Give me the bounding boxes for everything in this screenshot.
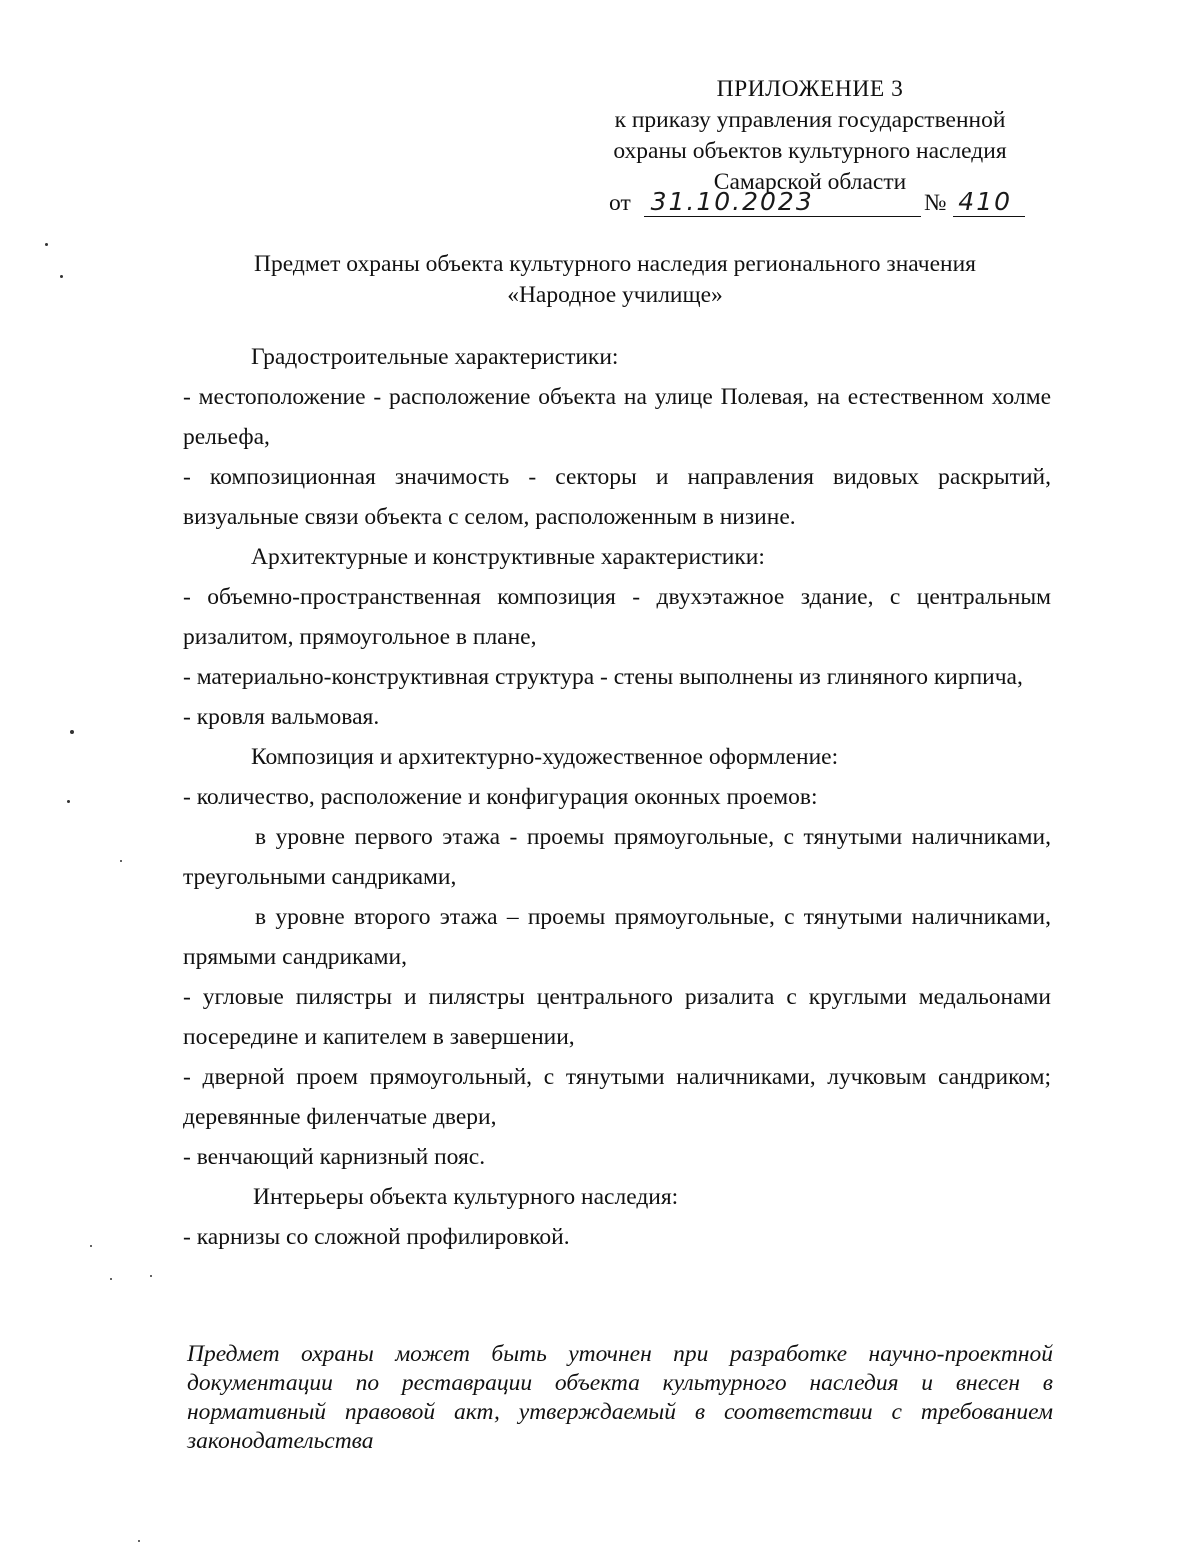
section-interiors-heading: Интерьеры объекта культурного наследия: xyxy=(253,1184,679,1210)
date-prefix: от xyxy=(609,190,631,216)
handwritten-date: 31.10.2023 xyxy=(650,187,814,216)
item-cornice-belt: - венчающий карнизный пояс. xyxy=(183,1144,486,1170)
number-prefix: № xyxy=(924,190,947,216)
item-composition-significance: - композиционная значимость - секторы и направления видовых раскрытий, визуальные связи объекта с селом, расположенным в низине. xyxy=(183,464,1051,530)
item-cornices: - карнизы со сложной профилировкой. xyxy=(183,1224,570,1250)
scan-speck xyxy=(70,730,74,734)
item-door-opening: - дверной проем прямоугольный, с тянутыми наличниками, лучковым сандриком; деревянные филенчатые двери, xyxy=(183,1064,1051,1130)
scan-speck xyxy=(138,1540,140,1542)
section-decoration-heading: Композиция и архитектурно-художественное оформление: xyxy=(251,744,839,770)
annex-line-2: охраны объектов культурного наследия xyxy=(613,138,1007,164)
annex-line-3: Самарской области xyxy=(713,169,907,195)
number-underline xyxy=(953,216,1025,217)
order-number xyxy=(924,186,1012,219)
scan-speck xyxy=(150,1275,152,1277)
annex-title: ПРИЛОЖЕНИЕ 3 xyxy=(716,76,904,102)
annex-line-1: к приказу управления государственной xyxy=(614,107,1006,133)
annex-header xyxy=(560,74,1060,198)
protection-note: Предмет охраны может быть уточнен при разработке научно-проектной документации по реставрации объекта культурного наследия и внесен в нормативный правовой акт, утверждаемый в соответствии с требованием законодательства xyxy=(187,1341,1053,1454)
title-line-2: «Народное училище» xyxy=(507,282,723,308)
item-first-floor: в уровне первого этажа - проемы прямоугольные, с тянутыми наличниками, треугольными сандриками, xyxy=(183,824,1051,890)
document-title xyxy=(180,249,1050,311)
item-location: - местоположение - расположение объекта на улице Полевая, на естественном холме рельефа, xyxy=(183,384,1051,450)
item-window-openings: - количество, расположение и конфигурация оконных проемов: xyxy=(183,784,818,810)
order-date xyxy=(609,186,814,219)
section-architecture-heading: Архитектурные и конструктивные характеристики: xyxy=(251,544,765,570)
section-urban-heading: Градостроительные характеристики: xyxy=(251,344,619,370)
item-roof: - кровля вальмовая. xyxy=(183,704,380,730)
scan-speck xyxy=(60,275,63,278)
item-volume-composition: - объемно-пространственная композиция - двухэтажное здание, с центральным ризалитом, прямоугольное в плане, xyxy=(183,584,1051,650)
scan-speck xyxy=(90,1245,92,1247)
handwritten-number: 410 xyxy=(958,187,1013,216)
item-material-structure: - материально-конструктивная структура - стены выполнены из глиняного кирпича, xyxy=(183,664,1023,690)
date-underline xyxy=(644,216,921,217)
item-pilasters: - угловые пилястры и пилястры центрального ризалита с круглыми медальонами посередине и капителем в завершении, xyxy=(183,984,1051,1050)
scan-speck xyxy=(110,1278,112,1280)
title-line-1: Предмет охраны объекта культурного наследия регионального значения xyxy=(254,251,976,277)
item-second-floor: в уровне второго этажа – проемы прямоугольные, с тянутыми наличниками, прямыми сандриками, xyxy=(183,904,1051,970)
scan-speck xyxy=(120,860,122,862)
document-body xyxy=(183,337,1051,1257)
scan-speck xyxy=(67,800,70,803)
scan-speck xyxy=(45,243,48,246)
